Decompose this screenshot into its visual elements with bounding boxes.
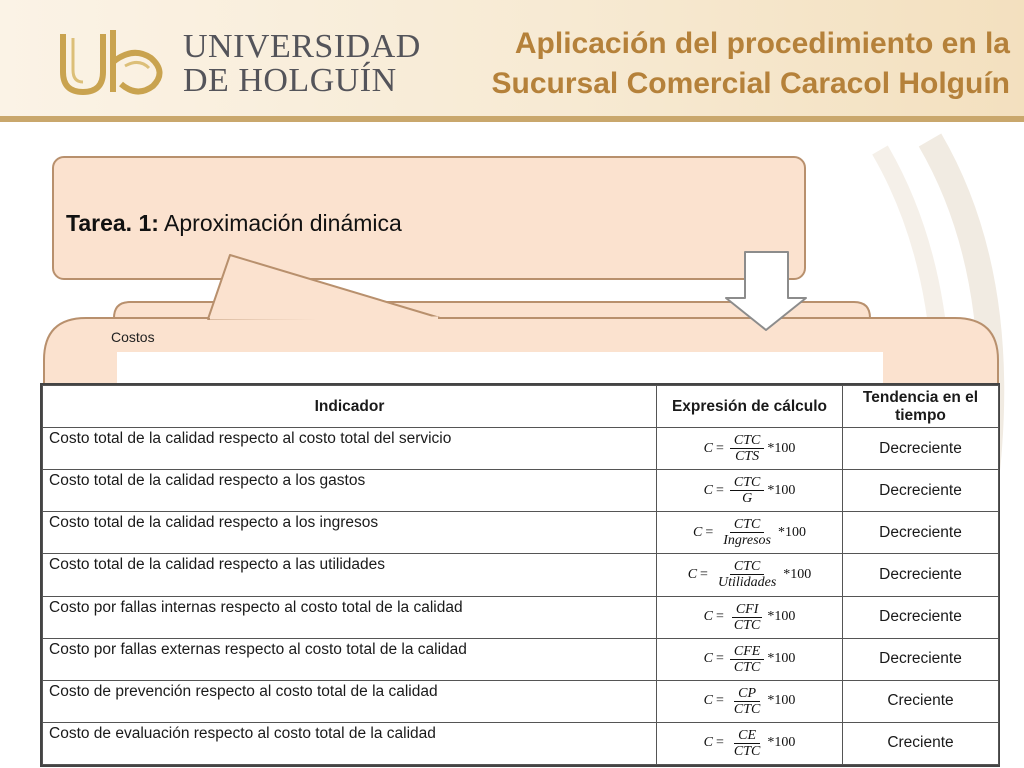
expression-cell — [657, 680, 843, 722]
indicator-cell: Costo de prevención respecto al costo total de la calidad — [43, 680, 657, 722]
task-label: Tarea. 1: — [66, 210, 159, 236]
formula-denominator: CTC — [733, 659, 761, 675]
formula-multiplier: *100 — [767, 735, 796, 751]
formula-equals: = — [715, 651, 724, 667]
formula — [704, 686, 796, 717]
indicator-cell: Costo total de la calidad respecto a los ingresos — [43, 512, 657, 554]
formula-lhs: C — [703, 651, 713, 667]
trend-cell: Creciente — [843, 722, 999, 764]
formula-lhs: C — [693, 524, 703, 540]
formula-denominator: CTS — [735, 449, 760, 465]
slide-title-line2: Sucursal Comercial Caracol Holguín — [491, 67, 1010, 100]
slide-title-line1: Aplicación del procedimiento en la — [514, 27, 1010, 60]
indicator-cell: Costo por fallas externas respecto al costo total de la calidad — [43, 638, 657, 680]
formula-lhs: C — [687, 566, 698, 582]
expression-cell — [657, 428, 843, 470]
formula-lhs: C — [703, 440, 713, 456]
formula-equals: = — [715, 440, 724, 456]
expression-cell — [657, 596, 843, 638]
formula-equals: = — [700, 566, 708, 582]
trend-cell: Decreciente — [843, 596, 999, 638]
expression-cell — [657, 470, 843, 512]
formula-numerator: CFE — [730, 644, 764, 660]
trend-cell: Decreciente — [843, 554, 999, 596]
expression-cell — [657, 554, 843, 596]
formula — [704, 475, 796, 506]
formula-equals: = — [715, 693, 724, 709]
formula-numerator: CTC — [730, 475, 764, 491]
formula-numerator: CTC — [730, 433, 764, 449]
table-row — [43, 638, 999, 680]
formula-fraction — [719, 517, 775, 548]
logo-text-holguin: DE HOLGUÍN — [183, 62, 397, 99]
formula-denominator: CTC — [733, 617, 761, 633]
indicator-cell: Costo total de la calidad respecto a los gastos — [43, 470, 657, 512]
formula-equals: = — [715, 735, 724, 751]
indicator-cell: Costo por fallas internas respecto al costo total de la calidad — [43, 596, 657, 638]
trend-cell: Decreciente — [843, 512, 999, 554]
formula-denominator: Ingresos — [723, 533, 771, 549]
formula-numerator: CFI — [732, 602, 763, 618]
formula-numerator: CP — [734, 686, 760, 702]
formula-fraction — [730, 728, 764, 759]
trend-cell: Creciente — [843, 680, 999, 722]
table-row — [43, 470, 999, 512]
formula-numerator: CTC — [730, 559, 764, 575]
indicators-table — [40, 383, 1000, 767]
formula-equals: = — [715, 609, 724, 625]
formula — [704, 728, 796, 759]
formula-fraction — [730, 644, 764, 675]
formula — [688, 559, 812, 590]
formula-multiplier: *100 — [767, 440, 796, 456]
formula-fraction — [714, 559, 780, 590]
formula-multiplier: *100 — [767, 609, 796, 625]
trend-cell: Decreciente — [843, 428, 999, 470]
table-row — [43, 428, 999, 470]
formula-denominator: Utilidades — [717, 575, 777, 591]
expression-cell — [657, 722, 843, 764]
formula-lhs: C — [703, 482, 713, 498]
task-description: Aproximación dinámica — [164, 210, 402, 236]
formula — [704, 602, 796, 633]
table-row — [43, 722, 999, 764]
indicators-grid — [42, 385, 999, 765]
formula — [704, 433, 796, 464]
formula-lhs: C — [703, 693, 713, 709]
col-header-trend: Tendencia en el tiempo — [843, 386, 999, 428]
formula-lhs: C — [703, 609, 713, 625]
formula-fraction — [730, 433, 764, 464]
table-row — [43, 680, 999, 722]
col-header-expression: Expresión de cálculo — [657, 386, 843, 428]
formula-multiplier: *100 — [767, 482, 796, 498]
table-row — [43, 596, 999, 638]
formula-equals: = — [715, 482, 724, 498]
indicator-cell: Costo total de la calidad respecto a las utilidades — [43, 554, 657, 596]
table-header-row — [43, 386, 999, 428]
formula — [704, 644, 796, 675]
expression-cell — [657, 638, 843, 680]
speech-pointer — [208, 255, 440, 319]
formula-denominator: CTC — [733, 701, 761, 717]
formula-fraction — [730, 686, 764, 717]
formula-multiplier: *100 — [767, 651, 796, 667]
col-header-indicator: Indicador — [43, 386, 657, 428]
formula-multiplier: *100 — [767, 693, 796, 709]
formula-denominator: G — [742, 491, 753, 507]
formula-denominator: CTC — [733, 743, 761, 759]
indicator-cell: Costo de evaluación respecto al costo total de la calidad — [43, 722, 657, 764]
formula-multiplier: *100 — [777, 524, 806, 540]
formula-fraction — [730, 602, 764, 633]
costos-label: Costos — [111, 329, 155, 345]
formula-multiplier: *100 — [783, 566, 812, 582]
formula-numerator: CE — [734, 728, 760, 744]
formula-numerator: CTC — [730, 517, 764, 533]
trend-cell: Decreciente — [843, 638, 999, 680]
table-row — [43, 512, 999, 554]
expression-cell — [657, 512, 843, 554]
logo-text-universidad: UNIVERSIDAD — [183, 28, 421, 65]
formula-lhs: C — [703, 735, 713, 751]
formula — [693, 517, 806, 548]
formula-fraction — [730, 475, 764, 506]
trend-cell: Decreciente — [843, 470, 999, 512]
formula-equals: = — [705, 524, 714, 540]
indicator-cell: Costo total de la calidad respecto al costo total del servicio — [43, 428, 657, 470]
table-row — [43, 554, 999, 596]
